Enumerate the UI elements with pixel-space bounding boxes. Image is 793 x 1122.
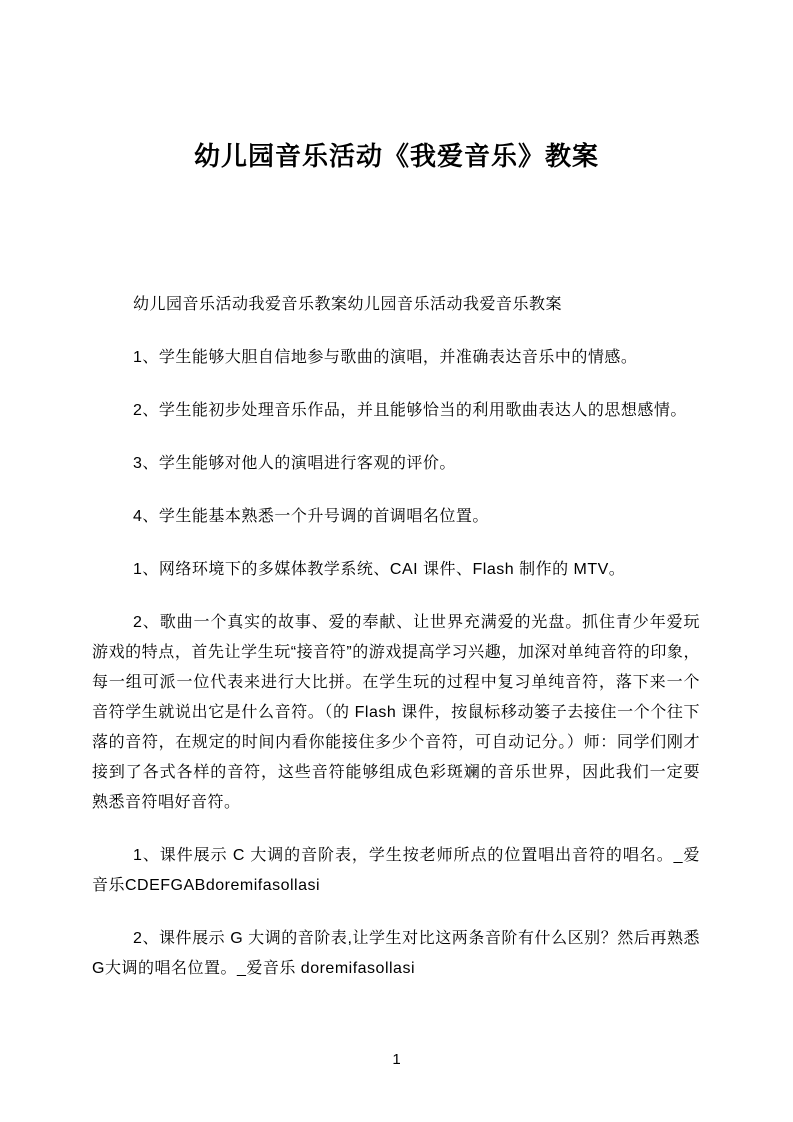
document-body bbox=[0, 174, 793, 984]
paragraph: 2、学生能初步处理音乐作品，并且能够恰当的利用歌曲表达人的思想感情。 bbox=[133, 402, 687, 419]
paragraph: 3、学生能够对他人的演唱进行客观的评价。 bbox=[133, 455, 456, 472]
paragraph: 4、学生能基本熟悉一个升号调的首调唱名位置。 bbox=[133, 508, 489, 525]
paragraph: 幼儿园音乐活动我爱音乐教案幼儿园音乐活动我爱音乐教案 bbox=[133, 296, 563, 313]
page-number: 1 bbox=[392, 1051, 401, 1068]
paragraph: 1、网络环境下的多媒体教学系统、CAI 课件、Flash 制作的 MTV。 bbox=[133, 561, 626, 578]
paragraph: 1、学生能够大胆自信地参与歌曲的演唱，并准确表达音乐中的情感。 bbox=[133, 349, 638, 366]
page-title: 幼儿园音乐活动《我爱音乐》教案 bbox=[193, 141, 599, 171]
paragraph: 1、课件展示 C 大调的音阶表，学生按老师所点的位置唱出音符的唱名。_爱音乐CDEFGABdoremifasollasi bbox=[92, 847, 700, 894]
paragraph: 2、课件展示 G 大调的音阶表,让学生对比这两条音阶有什么区别？然后再熟悉 G大调的唱名位置。_爱音乐 doremifasollasi bbox=[92, 930, 700, 977]
paragraph: 2、歌曲一个真实的故事、爱的奉献、让世界充满爱的光盘。抓住青少年爱玩游戏的特点，首先让学生玩“接音符”的游戏提高学习兴趣，加深对单纯音符的印象，每一组可派一位代表来进行大比拼。在学生玩的过程中复习单纯音符，落下来一个音符学生就说出它是什么音符。（的 Flash 课件，按鼠标移动篓子去接住一个个往下落的音符，在规定的时间内看你能接住多少个音符，可自动记分。）师：同学们刚才接到了各式各样的音符，这些音符能够组成色彩斑斓的音乐世界，因此我们一定要熟悉音符唱好音符。 bbox=[92, 614, 700, 811]
